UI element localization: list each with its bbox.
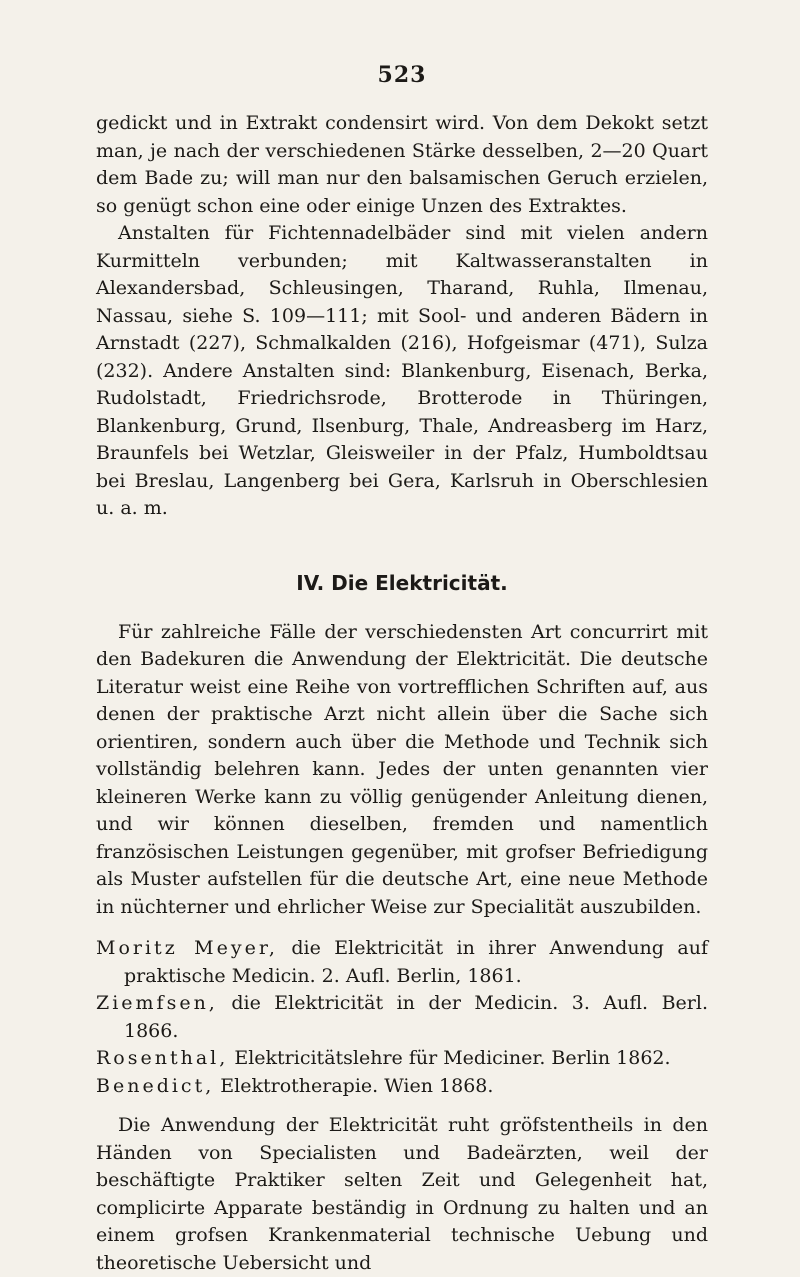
reference-text: die Elektricität in ihrer Anwendung auf praktische Medicin. 2. Aufl. Berlin, 1861. <box>124 937 709 987</box>
reference-author: Ziemfsen, <box>96 992 218 1014</box>
reference-item <box>96 1045 708 1073</box>
paragraph-elektricitaet-intro: Für zahlreiche Fälle der verschiedensten Art concurrirt mit den Badekuren die Anwendung der Elektricität. Die deutsche Literatur weist eine Reihe von vortrefflichen Schriften auf, aus denen der praktische Arzt nicht allein über die Sache sich orientiren, sondern auch über die Methode und Technik sich vollständig belehren kann. Jedes der unten genannten vier kleineren Werke kann zu völlig genügender Anleitung dienen, und wir können dieselben, fremden und namentlich französischen Leistungen gegenüber, mit grofser Befriedigung als Muster aufstellen für die deutsche Art, eine neue Methode in nüchterner und ehrlicher Weise zur Specialität auszubilden. <box>96 620 708 918</box>
reference-author: Benedict, <box>96 1074 215 1097</box>
book-page <box>96 60 708 1277</box>
reference-item <box>96 990 708 1045</box>
reference-text: Elektrotherapie. Wien 1868. <box>214 1074 494 1097</box>
paragraph-anstalten: Anstalten für Fichtennadelbäder sind mit vielen andern Kurmitteln verbunden; mit Kaltwasseranstalten in Alexandersbad, Schleusingen, Tharand, Ruhla, Ilmenau, Nassau, siehe S. 109—111; mit Sool- und anderen Bädern in Arnstadt (227), Schmalkalden (216), Hofgeismar (471), Sulza (232). Andere Anstalten sind: Blankenburg, Eisenach, Berka, Rudolstadt, Friedrichsrode, Brotterode in Thüringen, Blankenburg, Grund, Ilsenburg, Thale, Andreasberg im Harz, Braunfels bei Wetzlar, Gleisweiler in der Pfalz, Humboldtsau bei Breslau, Langenberg bei Gera, Karlsruh in Oberschlesien u. a. m. <box>96 222 708 519</box>
paragraph-anwendung: Die Anwendung der Elektricität ruht gröfstentheils in den Händen von Specialisten und Badeärzten, weil der beschäftigte Praktiker selten Zeit und Gelegenheit hat, complicirte Apparate beständig in Ordnung zu halten und an einem grofsen Krankenmaterial technische Uebung und theoretische Uebersicht und <box>96 1114 708 1274</box>
reference-list <box>96 935 708 1100</box>
reference-text: Elektricitätslehre für Mediciner. Berlin 1862. <box>228 1047 671 1069</box>
page-number: 523 <box>377 62 427 88</box>
reference-item <box>96 1073 708 1101</box>
reference-text: die Elektricität in der Medicin. 3. Aufl. Berl. 1866. <box>124 992 708 1042</box>
reference-author: Moritz Meyer, <box>96 937 278 959</box>
reference-author: Rosenthal, <box>96 1047 229 1069</box>
section-heading: IV. Die Elektricität. <box>296 570 508 595</box>
reference-item <box>96 935 708 990</box>
paragraph-extract: gedickt und in Extrakt condensirt wird. Von dem Dekokt setzt man, je nach der verschiedenen Stärke desselben, 2—20 Quart dem Bade zu; will man nur den balsamischen Geruch erzielen, so genügt schon eine oder einige Unzen des Extraktes. <box>96 112 708 217</box>
